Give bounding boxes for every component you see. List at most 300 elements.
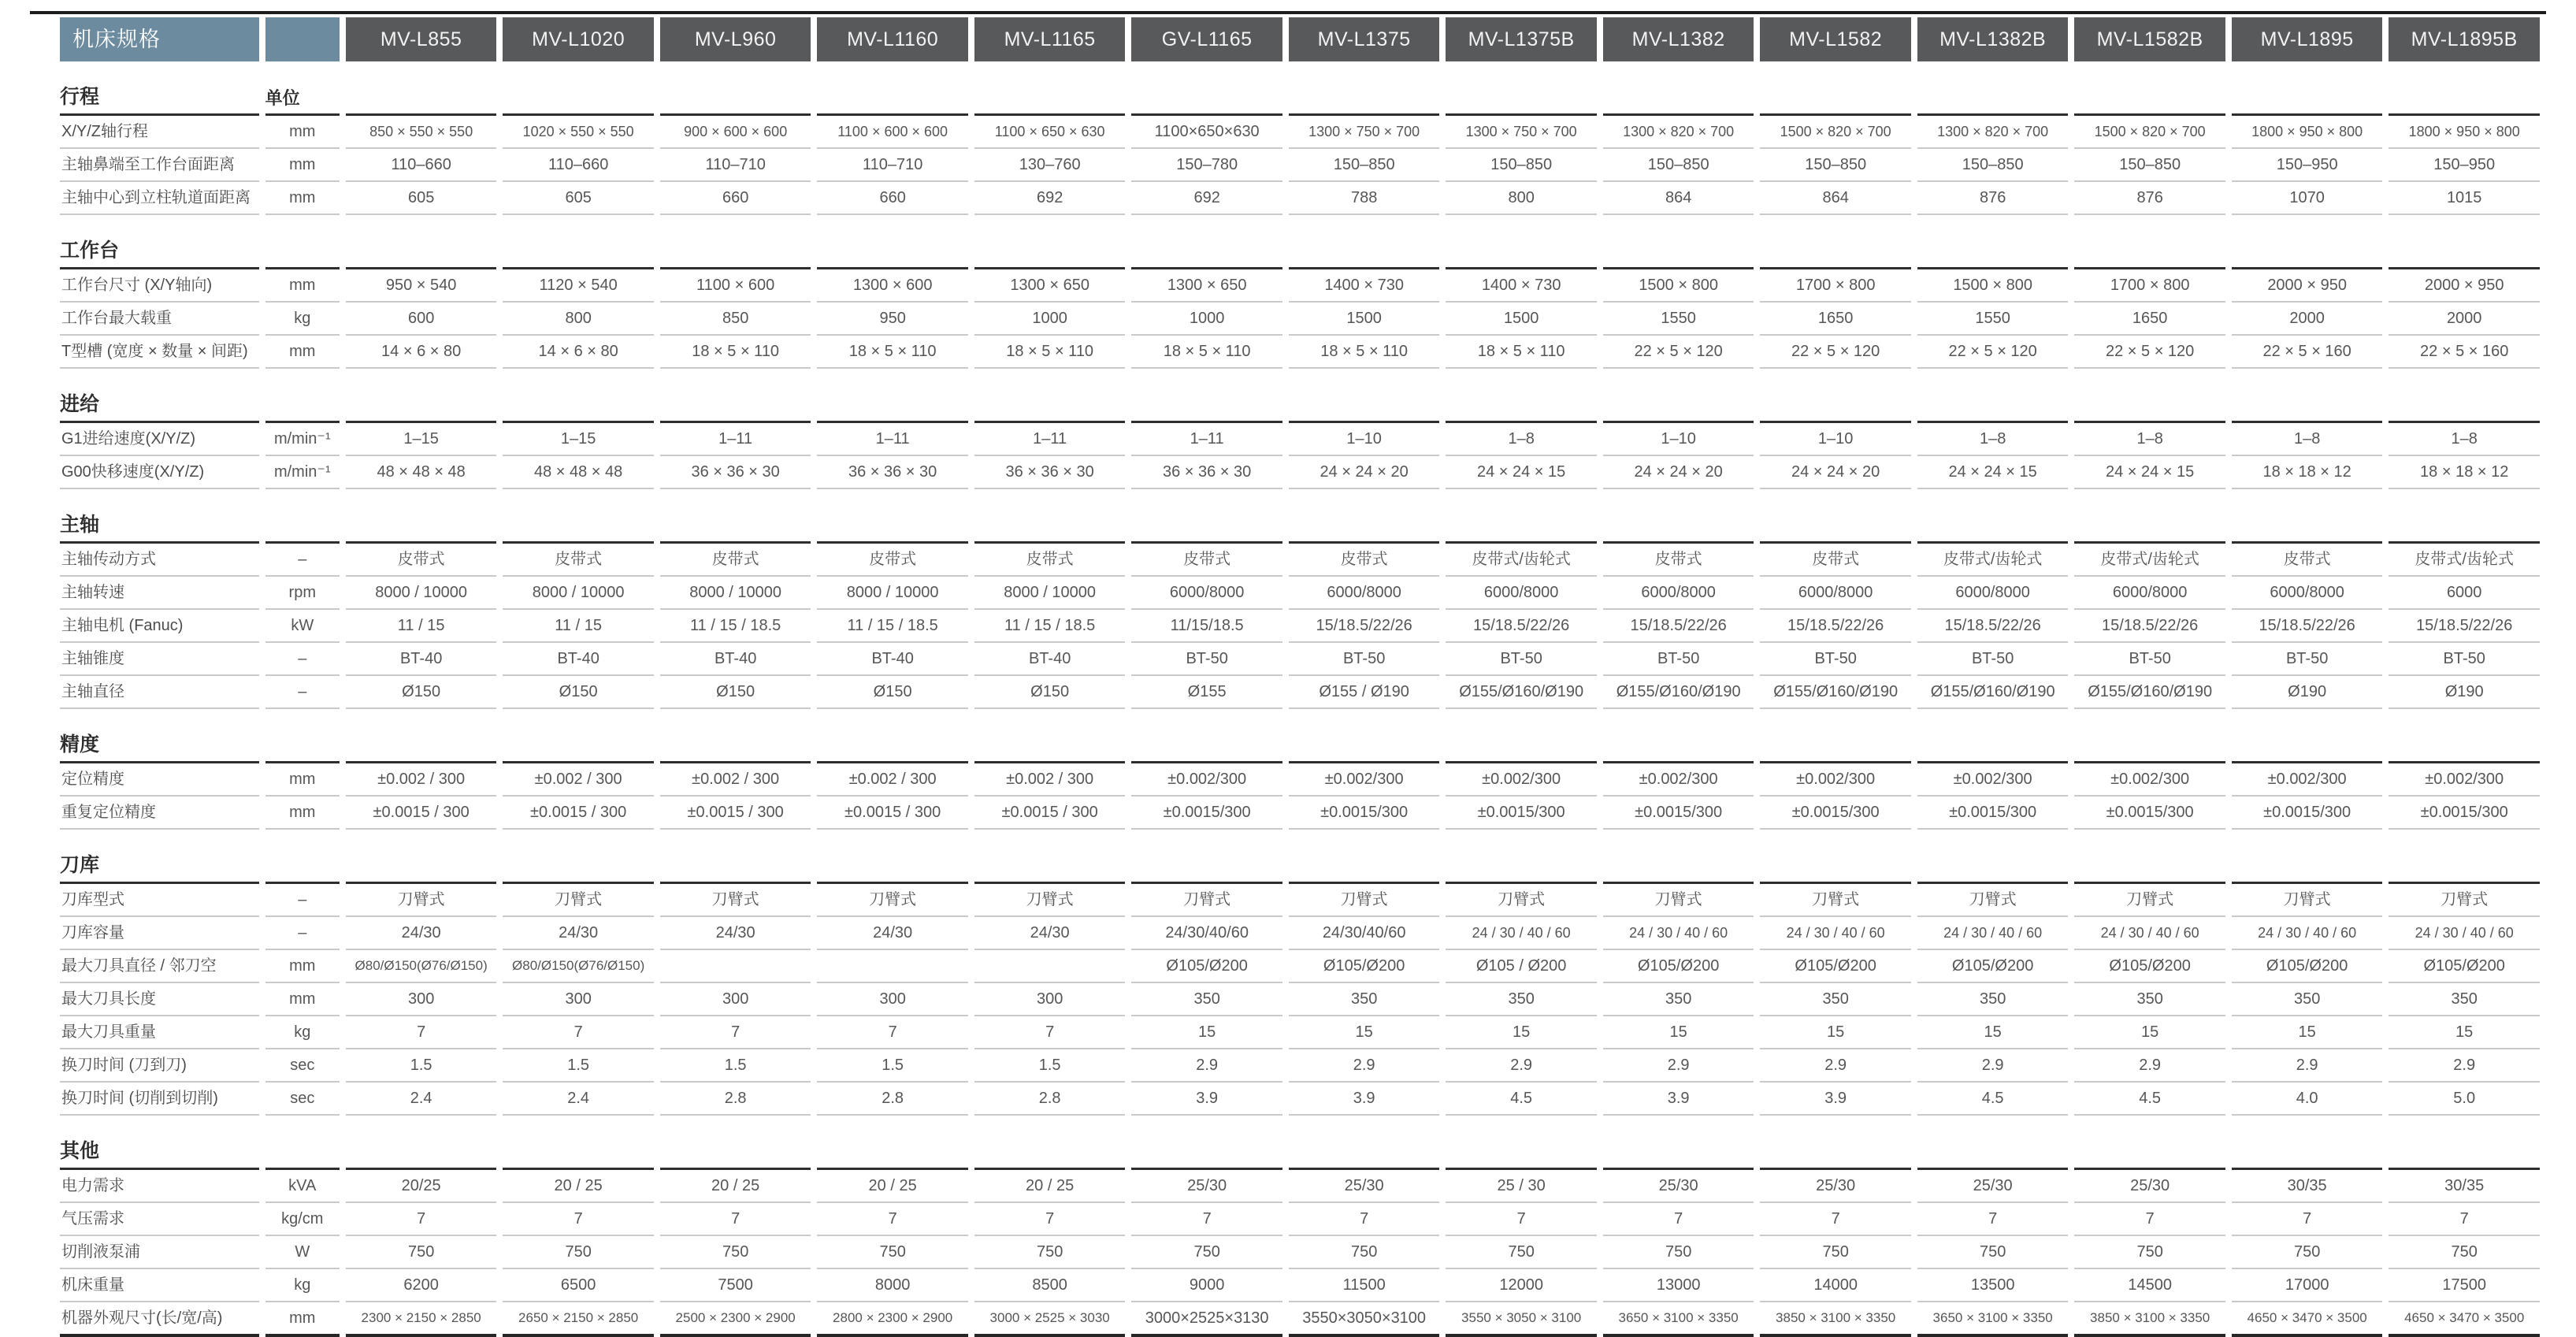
value-cell: 6000/8000 xyxy=(1603,577,1754,610)
data-row xyxy=(60,763,2540,797)
unit-cell: kVA xyxy=(265,1170,340,1203)
section-rule-cell xyxy=(1289,215,1440,269)
unit-cell: – xyxy=(265,676,340,709)
section-rule-cell xyxy=(2074,61,2225,116)
value-cell: 6200 xyxy=(346,1269,497,1302)
value-cell: Ø190 xyxy=(2232,676,2383,709)
value-cell: 750 xyxy=(346,1236,497,1269)
value-cell: ±0.0015 / 300 xyxy=(817,797,968,830)
section-rule-cell xyxy=(503,215,654,269)
value-cell: 8000 / 10000 xyxy=(346,577,497,610)
value-cell: 7 xyxy=(1917,1203,2069,1236)
value-cell: 1300 × 650 xyxy=(1131,269,1282,303)
value-cell: ±0.002/300 xyxy=(2389,763,2540,797)
value-cell: 13500 xyxy=(1917,1269,2069,1302)
value-cell: 20 / 25 xyxy=(817,1170,968,1203)
value-cell: 刀臂式 xyxy=(1603,884,1754,917)
section-rule-cell xyxy=(2074,369,2225,423)
value-cell: 2.9 xyxy=(1446,1049,1597,1083)
value-cell: 18 × 5 × 110 xyxy=(974,336,1126,369)
data-row xyxy=(60,1170,2540,1203)
unit-cell: rpm xyxy=(265,577,340,610)
value-cell: 1100 × 650 × 630 xyxy=(974,116,1126,149)
value-cell: 12000 xyxy=(1446,1269,1597,1302)
value-cell: 2.9 xyxy=(1917,1049,2069,1083)
value-cell: Ø155/Ø160/Ø190 xyxy=(2074,676,2225,709)
value-cell: 3650 × 3100 × 3350 xyxy=(1917,1302,2069,1337)
value-cell: 15 xyxy=(2232,1016,2383,1049)
value-cell: Ø105/Ø200 xyxy=(2074,950,2225,983)
value-cell: 18 × 5 × 110 xyxy=(817,336,968,369)
value-cell: Ø105/Ø200 xyxy=(1289,950,1440,983)
value-cell: 2.9 xyxy=(1760,1049,1911,1083)
section-rule-cell xyxy=(1603,489,1754,544)
section-spacer-cell xyxy=(265,489,340,544)
value-cell: 14000 xyxy=(1760,1269,1911,1302)
value-cell: 150–850 xyxy=(1760,149,1911,182)
value-cell: 2.9 xyxy=(2074,1049,2225,1083)
value-cell: 1300 × 820 × 700 xyxy=(1917,116,2069,149)
unit-cell: W xyxy=(265,1236,340,1269)
section-rule-cell xyxy=(1760,830,1911,884)
data-row xyxy=(60,1269,2540,1302)
value-cell: ±0.0015 / 300 xyxy=(503,797,654,830)
value-cell: 刀臂式 xyxy=(817,884,968,917)
value-cell: 2.9 xyxy=(1289,1049,1440,1083)
value-cell: 1550 xyxy=(1917,303,2069,336)
data-row xyxy=(60,676,2540,709)
value-cell: 24 × 24 × 15 xyxy=(2074,456,2225,489)
section-rule-cell xyxy=(1603,215,1754,269)
row-label: 最大刀具重量 xyxy=(60,1016,259,1049)
value-cell: 3000 × 2525 × 3030 xyxy=(974,1302,1126,1337)
section-title: 进给 xyxy=(60,369,259,423)
row-label: 主轴电机 (Fanuc) xyxy=(60,610,259,643)
section-rule-cell xyxy=(346,709,497,763)
data-row xyxy=(60,149,2540,182)
value-cell: 22 × 5 × 120 xyxy=(2074,336,2225,369)
section-rule-cell xyxy=(503,1116,654,1170)
row-label: X/Y/Z轴行程 xyxy=(60,116,259,149)
value-cell: 1650 xyxy=(2074,303,2225,336)
value-cell: Ø150 xyxy=(346,676,497,709)
value-cell: 3.9 xyxy=(1289,1083,1440,1116)
value-cell: 皮带式 xyxy=(346,544,497,577)
value-cell: 36 × 36 × 30 xyxy=(974,456,1126,489)
value-cell: 3.9 xyxy=(1131,1083,1282,1116)
section-row xyxy=(60,61,2540,116)
unit-cell: – xyxy=(265,643,340,676)
section-rule-cell xyxy=(346,369,497,423)
section-rule-cell xyxy=(503,830,654,884)
value-cell: 皮带式 xyxy=(1131,544,1282,577)
row-label: G00快移速度(X/Y/Z) xyxy=(60,456,259,489)
section-rule-cell xyxy=(346,215,497,269)
section-rule-cell xyxy=(1289,369,1440,423)
value-cell: 1020 × 550 × 550 xyxy=(503,116,654,149)
value-cell: 15/18.5/22/26 xyxy=(1446,610,1597,643)
value-cell: 36 × 36 × 30 xyxy=(660,456,811,489)
row-label: 最大刀具长度 xyxy=(60,983,259,1016)
value-cell: 1120 × 540 xyxy=(503,269,654,303)
value-cell: Ø80/Ø150(Ø76/Ø150) xyxy=(503,950,654,983)
data-row xyxy=(60,610,2540,643)
value-cell: ±0.002/300 xyxy=(1289,763,1440,797)
value-cell: 1.5 xyxy=(503,1049,654,1083)
section-rule-cell xyxy=(817,215,968,269)
value-cell: BT-50 xyxy=(2389,643,2540,676)
value-cell: 刀臂式 xyxy=(660,884,811,917)
value-cell: Ø105/Ø200 xyxy=(2232,950,2383,983)
value-cell: Ø155/Ø160/Ø190 xyxy=(1917,676,2069,709)
value-cell: 6000/8000 xyxy=(1446,577,1597,610)
row-label: 换刀时间 (切削到切削) xyxy=(60,1083,259,1116)
unit-header-cell xyxy=(265,17,340,61)
value-cell: ±0.002/300 xyxy=(1131,763,1282,797)
section-rule-cell xyxy=(660,489,811,544)
value-cell: 2000 xyxy=(2232,303,2383,336)
row-label: 主轴传动方式 xyxy=(60,544,259,577)
value-cell: 11 / 15 / 18.5 xyxy=(817,610,968,643)
model-header: MV-L1382B xyxy=(1917,17,2069,61)
value-cell: BT-50 xyxy=(1917,643,2069,676)
row-label: 工作台最大载重 xyxy=(60,303,259,336)
section-rule-cell xyxy=(1131,1116,1282,1170)
value-cell: 7500 xyxy=(660,1269,811,1302)
model-header: MV-L1020 xyxy=(503,17,654,61)
data-row xyxy=(60,1236,2540,1269)
value-cell: 850 xyxy=(660,303,811,336)
unit-cell: mm xyxy=(265,116,340,149)
section-rule-cell xyxy=(1917,489,2069,544)
value-cell: 2800 × 2300 × 2900 xyxy=(817,1302,968,1337)
header-row xyxy=(60,17,2540,61)
section-rule-cell xyxy=(1446,489,1597,544)
section-rule-cell xyxy=(2232,489,2383,544)
value-cell: Ø80/Ø150(Ø76/Ø150) xyxy=(346,950,497,983)
value-cell: 24 / 30 / 40 / 60 xyxy=(1446,917,1597,950)
model-header: MV-L855 xyxy=(346,17,497,61)
section-rule-cell xyxy=(2232,61,2383,116)
value-cell: Ø155 / Ø190 xyxy=(1289,676,1440,709)
section-rule-cell xyxy=(346,1116,497,1170)
value-cell: 皮带式/齿轮式 xyxy=(1917,544,2069,577)
section-rule-cell xyxy=(2232,709,2383,763)
value-cell: 5.0 xyxy=(2389,1083,2540,1116)
value-cell xyxy=(660,950,811,983)
value-cell: 150–950 xyxy=(2232,149,2383,182)
value-cell: ±0.002 / 300 xyxy=(660,763,811,797)
value-cell: 24 / 30 / 40 / 60 xyxy=(1760,917,1911,950)
value-cell: ±0.0015/300 xyxy=(1446,797,1597,830)
data-row xyxy=(60,1016,2540,1049)
value-cell: 22 × 5 × 160 xyxy=(2232,336,2383,369)
value-cell: 1–10 xyxy=(1603,423,1754,456)
value-cell: 1–8 xyxy=(2232,423,2383,456)
value-cell: 1.5 xyxy=(817,1049,968,1083)
value-cell: 15 xyxy=(1131,1016,1282,1049)
section-rule-cell xyxy=(1289,1116,1440,1170)
value-cell: 4650 × 3470 × 3500 xyxy=(2389,1302,2540,1337)
value-cell: 1800 × 950 × 800 xyxy=(2389,116,2540,149)
section-spacer-cell xyxy=(265,830,340,884)
section-spacer-cell xyxy=(265,709,340,763)
value-cell: 150–850 xyxy=(1917,149,2069,182)
unit-cell: mm xyxy=(265,269,340,303)
value-cell: 25/30 xyxy=(1289,1170,1440,1203)
value-cell: 22 × 5 × 120 xyxy=(1760,336,1911,369)
section-rule-cell xyxy=(503,709,654,763)
row-label: 工作台尺寸 (X/Y轴向) xyxy=(60,269,259,303)
section-rule-cell xyxy=(974,1116,1126,1170)
value-cell: 刀臂式 xyxy=(1917,884,2069,917)
value-cell: 1800 × 950 × 800 xyxy=(2232,116,2383,149)
value-cell: BT-50 xyxy=(2074,643,2225,676)
value-cell: 300 xyxy=(503,983,654,1016)
model-header: MV-L1582B xyxy=(2074,17,2225,61)
value-cell: 11/15/18.5 xyxy=(1131,610,1282,643)
value-cell: 150–850 xyxy=(1289,149,1440,182)
section-rule-cell xyxy=(2389,369,2540,423)
value-cell: 15/18.5/22/26 xyxy=(1289,610,1440,643)
value-cell: 皮带式 xyxy=(974,544,1126,577)
section-title: 精度 xyxy=(60,709,259,763)
section-rule-cell xyxy=(1603,709,1754,763)
value-cell: 刀臂式 xyxy=(1289,884,1440,917)
value-cell: 4650 × 3470 × 3500 xyxy=(2232,1302,2383,1337)
value-cell: 2.8 xyxy=(974,1083,1126,1116)
section-rule-cell xyxy=(2389,1116,2540,1170)
section-rule-cell xyxy=(1446,1116,1597,1170)
value-cell: 900 × 600 × 600 xyxy=(660,116,811,149)
value-cell: 8000 / 10000 xyxy=(503,577,654,610)
data-row xyxy=(60,269,2540,303)
value-cell: 1–8 xyxy=(1446,423,1597,456)
section-rule-cell xyxy=(1131,830,1282,884)
value-cell: 4.5 xyxy=(1917,1083,2069,1116)
value-cell: 3650 × 3100 × 3350 xyxy=(1603,1302,1754,1337)
model-header: MV-L1375B xyxy=(1446,17,1597,61)
row-label: 气压需求 xyxy=(60,1203,259,1236)
value-cell: 8000 / 10000 xyxy=(817,577,968,610)
section-rule-cell xyxy=(2389,830,2540,884)
row-label: 主轴中心到立柱轨道面距离 xyxy=(60,182,259,215)
value-cell: 876 xyxy=(2074,182,2225,215)
value-cell: 7 xyxy=(2232,1203,2383,1236)
unit-column-label: 单位 xyxy=(265,61,340,116)
value-cell: 2000 × 950 xyxy=(2232,269,2383,303)
value-cell: 7 xyxy=(660,1016,811,1049)
value-cell: BT-40 xyxy=(974,643,1126,676)
value-cell: 1300 × 750 × 700 xyxy=(1289,116,1440,149)
section-spacer-cell xyxy=(265,1116,340,1170)
section-title: 其他 xyxy=(60,1116,259,1170)
value-cell: 1–15 xyxy=(503,423,654,456)
value-cell: 7 xyxy=(1603,1203,1754,1236)
section-rule-cell xyxy=(660,1116,811,1170)
value-cell: 1–11 xyxy=(660,423,811,456)
data-row xyxy=(60,1203,2540,1236)
value-cell: 30/35 xyxy=(2389,1170,2540,1203)
value-cell: 皮带式 xyxy=(1603,544,1754,577)
value-cell: 皮带式/齿轮式 xyxy=(1446,544,1597,577)
section-rule-cell xyxy=(346,489,497,544)
section-rule-cell xyxy=(2074,709,2225,763)
value-cell: 11 / 15 / 18.5 xyxy=(660,610,811,643)
value-cell: 11500 xyxy=(1289,1269,1440,1302)
row-label: 重复定位精度 xyxy=(60,797,259,830)
value-cell: 150–780 xyxy=(1131,149,1282,182)
value-cell: 皮带式/齿轮式 xyxy=(2074,544,2225,577)
value-cell: 24/30/40/60 xyxy=(1131,917,1282,950)
value-cell: 1100×650×630 xyxy=(1131,116,1282,149)
unit-cell: mm xyxy=(265,336,340,369)
unit-cell: sec xyxy=(265,1049,340,1083)
value-cell: 18 × 18 × 12 xyxy=(2389,456,2540,489)
section-rule-cell xyxy=(2232,830,2383,884)
value-cell: 7 xyxy=(1446,1203,1597,1236)
value-cell: 2.9 xyxy=(2389,1049,2540,1083)
value-cell: 788 xyxy=(1289,182,1440,215)
section-rule-cell xyxy=(1131,489,1282,544)
value-cell: 24 / 30 / 40 / 60 xyxy=(2389,917,2540,950)
section-spacer-cell xyxy=(265,215,340,269)
row-label: G1进给速度(X/Y/Z) xyxy=(60,423,259,456)
unit-cell: mm xyxy=(265,950,340,983)
section-rule-cell xyxy=(2389,61,2540,116)
value-cell: 1–11 xyxy=(817,423,968,456)
value-cell: 24 × 24 × 20 xyxy=(1603,456,1754,489)
value-cell: 1400 × 730 xyxy=(1446,269,1597,303)
value-cell: 24 / 30 / 40 / 60 xyxy=(1917,917,2069,950)
unit-cell: mm xyxy=(265,1302,340,1337)
value-cell: Ø155/Ø160/Ø190 xyxy=(1446,676,1597,709)
value-cell: 1300 × 750 × 700 xyxy=(1446,116,1597,149)
unit-cell: mm xyxy=(265,763,340,797)
value-cell: BT-40 xyxy=(817,643,968,676)
value-cell: 25/30 xyxy=(1917,1170,2069,1203)
value-cell: 9000 xyxy=(1131,1269,1282,1302)
value-cell: 750 xyxy=(1603,1236,1754,1269)
section-rule-cell xyxy=(1917,830,2069,884)
value-cell: 皮带式 xyxy=(1289,544,1440,577)
value-cell: Ø190 xyxy=(2389,676,2540,709)
value-cell: BT-50 xyxy=(1603,643,1754,676)
value-cell: 605 xyxy=(503,182,654,215)
section-title: 行程 xyxy=(60,61,259,116)
value-cell: BT-50 xyxy=(2232,643,2383,676)
value-cell: BT-40 xyxy=(346,643,497,676)
value-cell: 8000 / 10000 xyxy=(660,577,811,610)
value-cell: 7 xyxy=(974,1016,1126,1049)
value-cell: 7 xyxy=(817,1016,968,1049)
value-cell: 1070 xyxy=(2232,182,2383,215)
value-cell: 1500 × 820 × 700 xyxy=(1760,116,1911,149)
value-cell: 皮带式 xyxy=(503,544,654,577)
value-cell: 2.9 xyxy=(1131,1049,1282,1083)
section-rule-cell xyxy=(1446,709,1597,763)
model-header: MV-L1375 xyxy=(1289,17,1440,61)
value-cell: ±0.002/300 xyxy=(2232,763,2383,797)
value-cell: ±0.002 / 300 xyxy=(503,763,654,797)
value-cell: 24/30 xyxy=(503,917,654,950)
data-row xyxy=(60,643,2540,676)
section-rule-cell xyxy=(974,830,1126,884)
value-cell: 150–850 xyxy=(2074,149,2225,182)
row-label: 主轴转速 xyxy=(60,577,259,610)
value-cell xyxy=(974,950,1126,983)
value-cell: 20/25 xyxy=(346,1170,497,1203)
value-cell: 24 × 24 × 20 xyxy=(1760,456,1911,489)
value-cell: 950 × 540 xyxy=(346,269,497,303)
section-row xyxy=(60,830,2540,884)
value-cell: 6000/8000 xyxy=(1917,577,2069,610)
value-cell: 20 / 25 xyxy=(974,1170,1126,1203)
section-rule-cell xyxy=(2389,215,2540,269)
value-cell: 750 xyxy=(1289,1236,1440,1269)
unit-cell: – xyxy=(265,884,340,917)
value-cell: 30/35 xyxy=(2232,1170,2383,1203)
value-cell: BT-50 xyxy=(1289,643,1440,676)
section-rule-cell xyxy=(974,489,1126,544)
section-rule-cell xyxy=(1446,215,1597,269)
value-cell: 1.5 xyxy=(346,1049,497,1083)
value-cell: 1015 xyxy=(2389,182,2540,215)
value-cell: Ø150 xyxy=(503,676,654,709)
value-cell: 刀臂式 xyxy=(2389,884,2540,917)
row-label: 主轴锥度 xyxy=(60,643,259,676)
data-row xyxy=(60,423,2540,456)
value-cell: 1000 xyxy=(974,303,1126,336)
data-row xyxy=(60,182,2540,215)
value-cell: 15 xyxy=(1917,1016,2069,1049)
model-header: MV-L1165 xyxy=(974,17,1126,61)
value-cell: 660 xyxy=(817,182,968,215)
value-cell: 11 / 15 xyxy=(503,610,654,643)
section-rule-cell xyxy=(1760,369,1911,423)
value-cell: 1–11 xyxy=(974,423,1126,456)
value-cell: 15 xyxy=(2074,1016,2225,1049)
spec-table xyxy=(54,17,2546,1337)
value-cell: 7 xyxy=(1289,1203,1440,1236)
value-cell: 1300 × 650 xyxy=(974,269,1126,303)
value-cell: ±0.0015 / 300 xyxy=(974,797,1126,830)
value-cell: 1500 × 800 xyxy=(1603,269,1754,303)
section-row xyxy=(60,369,2540,423)
value-cell: 7 xyxy=(1131,1203,1282,1236)
value-cell: 110–660 xyxy=(346,149,497,182)
unit-cell: kg xyxy=(265,303,340,336)
value-cell: 350 xyxy=(2074,983,2225,1016)
data-row xyxy=(60,577,2540,610)
value-cell: 1650 xyxy=(1760,303,1911,336)
value-cell: 2.4 xyxy=(346,1083,497,1116)
value-cell: 750 xyxy=(2074,1236,2225,1269)
value-cell: 350 xyxy=(1446,983,1597,1016)
value-cell: 3550×3050×3100 xyxy=(1289,1302,1440,1337)
model-header: MV-L1895B xyxy=(2389,17,2540,61)
value-cell: 1000 xyxy=(1131,303,1282,336)
value-cell: 876 xyxy=(1917,182,2069,215)
value-cell: 24 × 24 × 20 xyxy=(1289,456,1440,489)
value-cell: 1300 × 820 × 700 xyxy=(1603,116,1754,149)
row-label: 切削液泵浦 xyxy=(60,1236,259,1269)
value-cell: 15/18.5/22/26 xyxy=(1603,610,1754,643)
value-cell: 800 xyxy=(1446,182,1597,215)
value-cell: 1.5 xyxy=(974,1049,1126,1083)
value-cell: 25 / 30 xyxy=(1446,1170,1597,1203)
unit-cell: sec xyxy=(265,1083,340,1116)
